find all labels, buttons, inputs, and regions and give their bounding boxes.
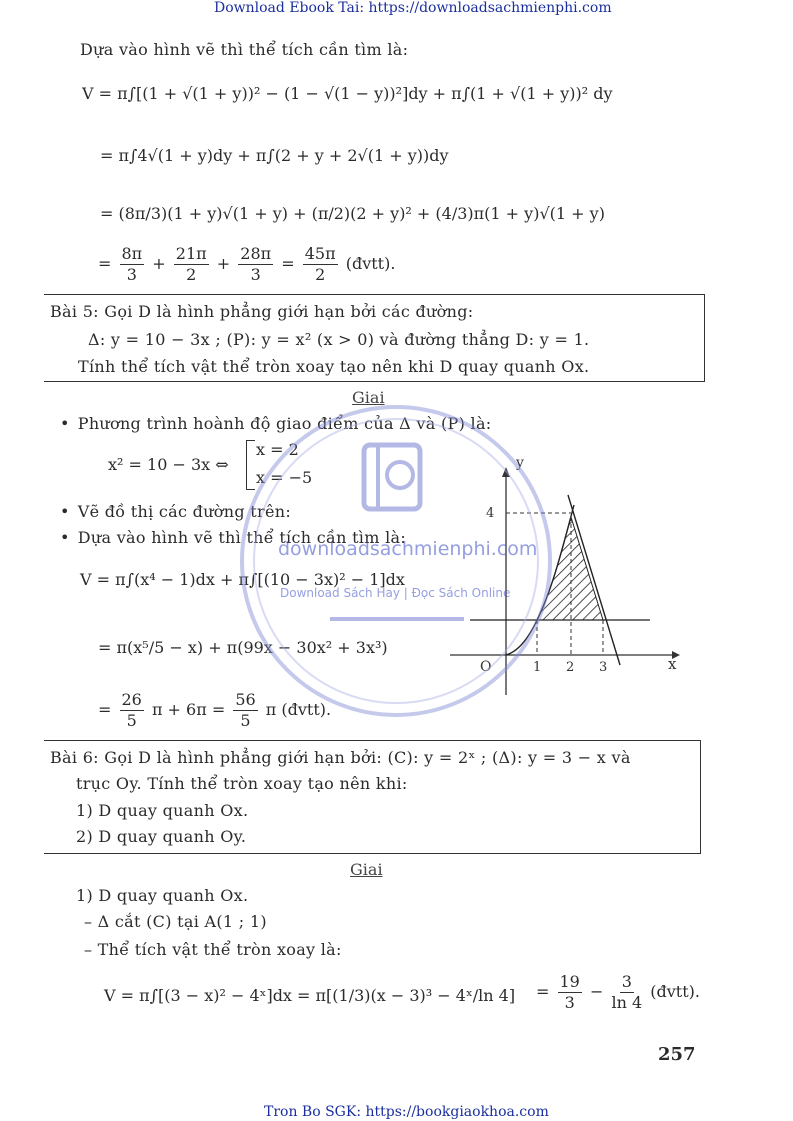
bai6-title: Bài 6: Gọi D là hình phẳng giới hạn bởi: (C): y = 2ˣ ; (Δ): y = 3 − x và (50, 748, 631, 767)
giai-heading-2: Giai (350, 860, 383, 879)
sol6-l2: – Δ cắt (C) tại A(1 ; 1) (84, 912, 267, 931)
header-link[interactable]: Download Ebook Tai: https://downloadsachmienphi.com (214, 0, 612, 16)
bai6-line4: 2) D quay quanh Oy. (76, 827, 247, 846)
sol6-result: = $\frac{19}{3}$ − $\frac{3}{\ln 4}$ (đvtt). (536, 972, 700, 1012)
sol5-bullet-1: • Phương trình hoành độ giao điểm của Δ và (P) là: (60, 414, 491, 433)
sol4-line4: = $\frac{8\pi}{3}$ + $\frac{21\pi}{2}$ + $\frac{28\pi}{3}$ = $\frac{45\pi}{2}$ (đvtt). (98, 244, 396, 284)
bai5-line3: Tính thể tích vật thể tròn xoay tạo nên khi D quay quanh Ox. (78, 357, 590, 376)
bai5-title: Bài 5: Gọi D là hình phẳng giới hạn bởi các đường: (50, 302, 474, 321)
graph-tick-4: 4 (486, 506, 495, 521)
sol5-equation: x² = 10 − 3x ⇔ (108, 455, 229, 474)
watermark-tagline: Download Sách Hay | Đọc Sách Online (280, 586, 511, 600)
graph-tick-2: 2 (566, 660, 575, 675)
graph-tick-1: 1 (533, 660, 542, 675)
sol4-line1: V = π∫[(1 + √(1 + y))² − (1 − √(1 − y))²]dy + π∫(1 + √(1 + y))² dy (82, 84, 613, 103)
bai6-line2: trục Oy. Tính thể tròn xoay tạo nên khi: (76, 774, 408, 793)
page-number: 257 (658, 1044, 696, 1065)
bai5-line2: Δ: y = 10 − 3x ; (P): y = x² (x > 0) và đường thẳng D: y = 1. (88, 330, 590, 349)
sol6-l1: 1) D quay quanh Ox. (76, 886, 249, 905)
sol4-line2: = π∫4√(1 + y)dy + π∫(2 + y + 2√(1 + y))dy (100, 146, 449, 165)
graph-y-label: y (516, 455, 524, 471)
footer-link[interactable]: Tron Bo SGK: https://bookgiaokhoa.com (264, 1104, 549, 1120)
sol5-v1: V = π∫(x⁴ − 1)dx + π∫[(10 − 3x)² − 1]dx (80, 570, 405, 589)
sol6-l3: – Thể tích vật thể tròn xoay là: (84, 940, 342, 959)
sol5-bullet-2: • Vẽ đồ thị các đường trên: (60, 502, 291, 521)
sol5-case-1: x = 2 (256, 440, 299, 459)
graph-x-label: x (668, 655, 677, 673)
sol6-l4: V = π∫[(3 − x)² − 4ˣ]dx = π[(1/3)(x − 3)³ − 4ˣ/ln 4] (104, 986, 516, 1005)
watermark-site: downloadsachmienphi.com (278, 538, 538, 560)
sol4-line3: = (8π/3)(1 + y)√(1 + y) + (π/2)(2 + y)² + (4/3)π(1 + y)√(1 + y) (100, 204, 605, 223)
graph-origin-label: O (480, 659, 492, 675)
sol5-bullet-3: • Dựa vào hình vẽ thì thể tích cần tìm là: (60, 528, 406, 547)
sol5-v3: = $\frac{26}{5}$ π + 6π = $\frac{56}{5}$ π (đvtt). (98, 690, 332, 730)
sol5-case-2: x = −5 (256, 468, 313, 487)
bai6-line3: 1) D quay quanh Ox. (76, 801, 249, 820)
watermark-seal (238, 403, 554, 719)
sol5-v2: = π(x⁵/5 − x) + π(99x − 30x² + 3x³) (98, 638, 388, 657)
giai-heading-1: Giai (352, 388, 385, 407)
graph-tick-3: 3 (599, 660, 608, 675)
sol4-intro: Dựa vào hình vẽ thì thể tích cần tìm là: (80, 40, 409, 59)
